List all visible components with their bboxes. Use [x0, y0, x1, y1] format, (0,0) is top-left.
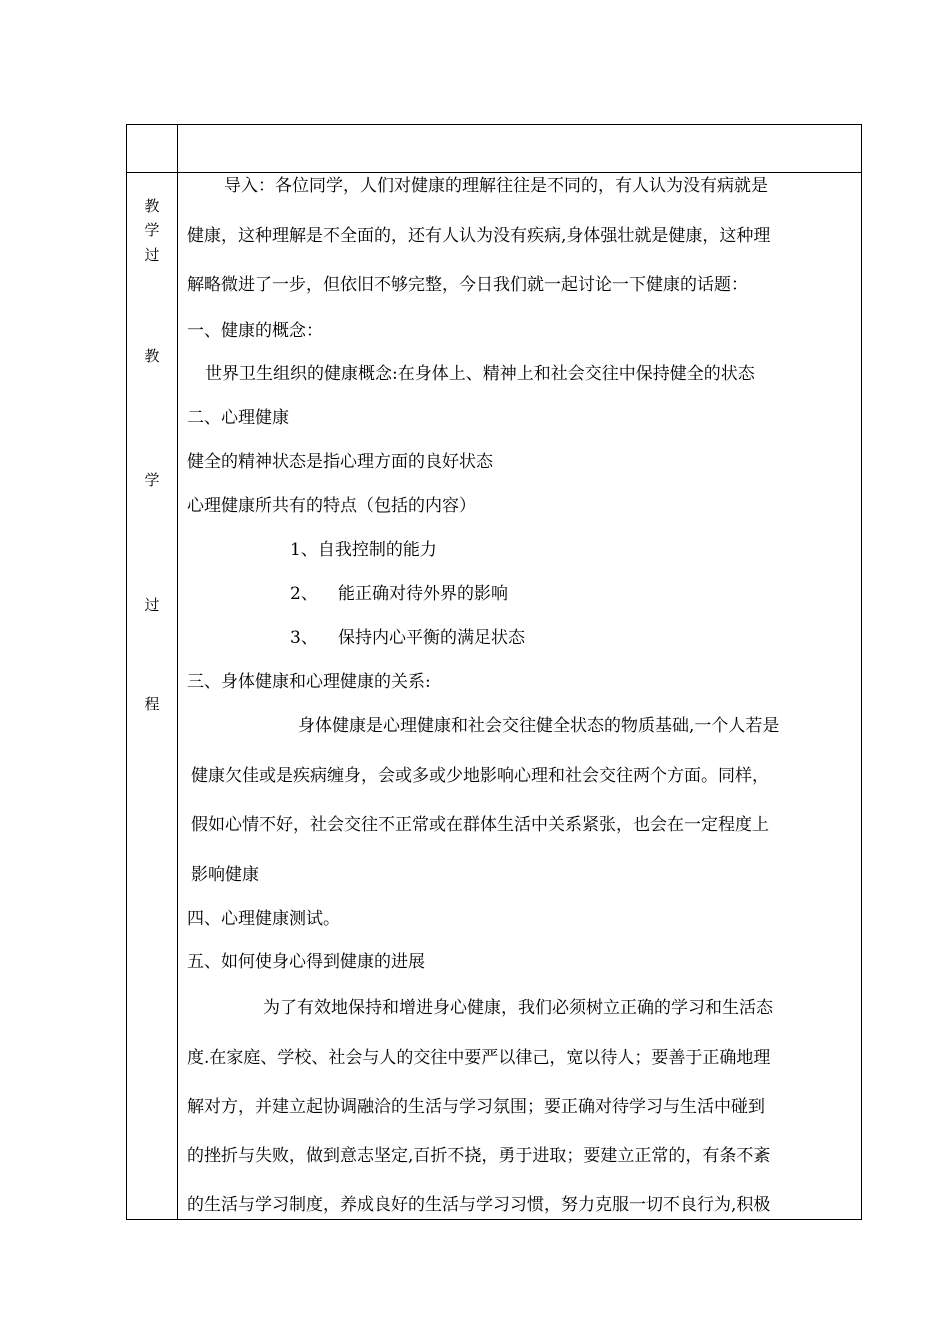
header-row-divider [127, 172, 861, 173]
list-item-text: 保持内心平衡的满足状态 [338, 628, 525, 648]
section-heading: 三、身体健康和心理健康的关系: [187, 672, 431, 692]
section-heading: 五、如何使身心得到健康的进展 [187, 952, 425, 972]
intro-line: 解略微进了一步，但依旧不够完整，今日我们就一起讨论一下健康的话题： [187, 275, 748, 295]
intro-line: 健康，这种理解是不全面的，还有人认为没有疾病,身体强壮就是健康，这种理 [187, 226, 771, 246]
side-label-char: 教 [144, 347, 160, 365]
paragraph-line: 世界卫生组织的健康概念:在身体上、精神上和社会交往中保持健全的状态 [205, 364, 755, 384]
column-divider [177, 125, 178, 1219]
paragraph-line: 度.在家庭、学校、社会与人的交往中要严以律己，宽以待人；要善于正确地理 [187, 1048, 771, 1068]
side-label-char: 学 [144, 471, 160, 489]
list-item-number: 2、 [290, 584, 318, 604]
paragraph-line: 身体健康是心理健康和社会交往健全状态的物质基础,一个人若是 [298, 716, 780, 736]
paragraph-line: 的生活与学习制度，养成良好的生活与学习习惯，努力克服一切不良行为,积极 [187, 1195, 771, 1215]
lesson-table [126, 124, 862, 1220]
paragraph-line: 的挫折与失败，做到意志坚定,百折不挠，勇于进取；要建立正常的，有条不紊 [187, 1146, 771, 1166]
side-label-char: 学 [144, 221, 160, 239]
paragraph-line: 解对方，并建立起协调融洽的生活与学习氛围；要正确对待学习与生活中碰到 [187, 1097, 765, 1117]
side-label-char: 程 [144, 695, 160, 713]
paragraph-line: 假如心情不好，社会交往不正常或在群体生活中关系紧张，也会在一定程度上 [191, 815, 769, 835]
section-heading: 一、健康的概念： [187, 321, 323, 341]
list-item-number: 3、 [290, 628, 318, 648]
paragraph-line: 为了有效地保持和增进身心健康，我们必须树立正确的学习和生活态 [263, 998, 773, 1018]
paragraph-line: 心理健康所共有的特点（包括的内容） [187, 496, 476, 516]
side-label-char: 过 [144, 596, 160, 614]
intro-line: 导入：各位同学，人们对健康的理解往往是不同的，有人认为没有病就是 [224, 176, 768, 196]
side-label-char: 教 [144, 197, 160, 215]
section-heading: 二、心理健康 [187, 408, 289, 428]
list-item-text: 能正确对待外界的影响 [338, 584, 508, 604]
side-label-char: 过 [144, 246, 160, 264]
list-item: 1、自我控制的能力 [290, 540, 437, 560]
paragraph-line: 健全的精神状态是指心理方面的良好状态 [187, 452, 493, 472]
section-heading: 四、心理健康测试。 [187, 909, 340, 929]
paragraph-line: 影响健康 [191, 865, 259, 885]
paragraph-line: 健康欠佳或是疾病缠身，会或多或少地影响心理和社会交往两个方面。同样， [191, 766, 769, 786]
